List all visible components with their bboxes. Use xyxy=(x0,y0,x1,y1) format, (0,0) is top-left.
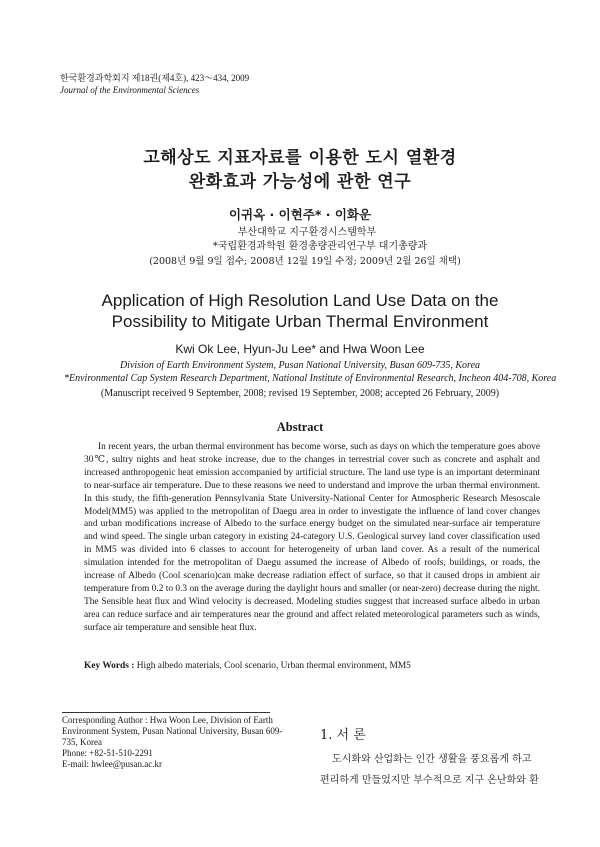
english-received-dates: (Manuscript received 9 September, 2008; revised 19 September, 2008; accepted 26 February, 2009) xyxy=(100,388,500,399)
korean-affiliation-1: 부산대학교 지구환경시스템학부 xyxy=(237,227,377,238)
keywords xyxy=(84,661,554,671)
korean-received-dates: (2008년 9월 9일 접수; 2008년 12월 19일 수정; 2009년 2월 26일 채택) xyxy=(149,256,461,267)
footnote-line: 735, Korea xyxy=(62,737,102,747)
english-title xyxy=(0,290,600,332)
keywords-label: Key Words : xyxy=(84,661,135,671)
english-title-line2: Possibility to Mitigate Urban Thermal Environment xyxy=(111,312,489,331)
footnote-line: Corresponding Author : Hwa Woon Lee, Division of Earth xyxy=(62,715,273,725)
journal-citation-ko: 한국환경과학회지 제18권(제4호), 423～434, 2009 xyxy=(60,73,250,83)
english-title-line1: Application of High Resolution Land Use Data on the xyxy=(101,291,499,310)
korean-affiliation-2: *국립환경과학원 환경총량관리연구부 대기총량과 xyxy=(212,241,428,252)
korean-title-line1: 고해상도 지표자료를 이용한 도시 열환경 xyxy=(143,148,457,168)
korean-title xyxy=(0,146,600,194)
keywords-text: High albedo materials, Cool scenario, Urban thermal environment, MM5 xyxy=(136,661,411,671)
korean-title-line2: 완화효과 가능성에 관한 연구 xyxy=(188,172,412,192)
journal-name-en: Journal of the Environmental Sciences xyxy=(60,85,200,95)
footnote-divider xyxy=(62,712,270,713)
section-body-introduction xyxy=(320,749,560,791)
corresponding-author-footnote xyxy=(62,715,307,770)
body-line: 도시화와 산업화는 인간 생활을 풍요롭게 하고 xyxy=(332,754,532,765)
english-authors: Kwi Ok Lee, Hyun-Ju Lee* and Hwa Woon Lee xyxy=(175,342,425,356)
section-heading-introduction: 1. 서 론 xyxy=(320,728,366,743)
english-affiliation-1: Division of Earth Environment System, Pusan National University, Busan 609-735, Korea xyxy=(119,360,481,371)
abstract-heading: Abstract xyxy=(276,420,324,434)
korean-authors: 이귀옥 · 이현주* · 이화운 xyxy=(228,207,372,222)
journal-header xyxy=(60,72,249,96)
body-line: 편리하게 만들었지만 부수적으로 지구 온난화와 환 xyxy=(320,775,539,786)
footnote-line: Environment System, Pusan National University, Busan 609- xyxy=(62,726,283,736)
english-affiliation-2: *Environmental Cap System Research Department, National Institute of Environmental Research, Incheon 404-708, Korea xyxy=(64,373,557,384)
footnote-phone: Phone: +82-51-510-2291 xyxy=(62,748,153,758)
footnote-email: E-mail: hwlee@pusan.ac.kr xyxy=(62,759,163,769)
abstract-body: In recent years, the urban thermal environment has become worse, such as days on which the temperature goes above 30℃, sultry nights and heat stroke increase, due to the changes in terrestrial cover such as concrete and asphalt and increased anthropogenic heat emission accompanied by artificial structure. The land use type is an important determinant to near-surface air temperature. Due to these reasons we need to understand and improve the urban thermal environment. In this study, the fifth-generation Pennsylvania State University-National Center for Atmospheric Research Mesoscale Model(MM5) was applied to the metropolitan of Daegu area in order to investigate the influence of land cover changes and urban modifications increase of Albedo to the surface energy budget on the simulated near-surface air temperature and wind speed. The single urban category in existing 24-category U.S. Geological survey land cover classification used in MM5 was divided into 6 classes to account for heterogeneity of urban land cover. As a result of the numerical simulation intended for the metropolitan of Daegu assumed the increase of Albedo of roofs, buildings, or roads, the increase of Albedo (Cool scenario)can make decrease radiation effect of surface, so that it caused drops in ambient air temperature from 0.2 to 0.3 on the average during the daylight hours and smaller (or near-zero) decrease during the night. The Sensible heat flux and Wind velocity is decreased. Modeling studies suggest that increased surface albedo in urban area can reduce surface and air temperatures near the ground and affect related meteorological parameters such as winds, surface air temperature and sensible heat flux. xyxy=(84,442,540,633)
